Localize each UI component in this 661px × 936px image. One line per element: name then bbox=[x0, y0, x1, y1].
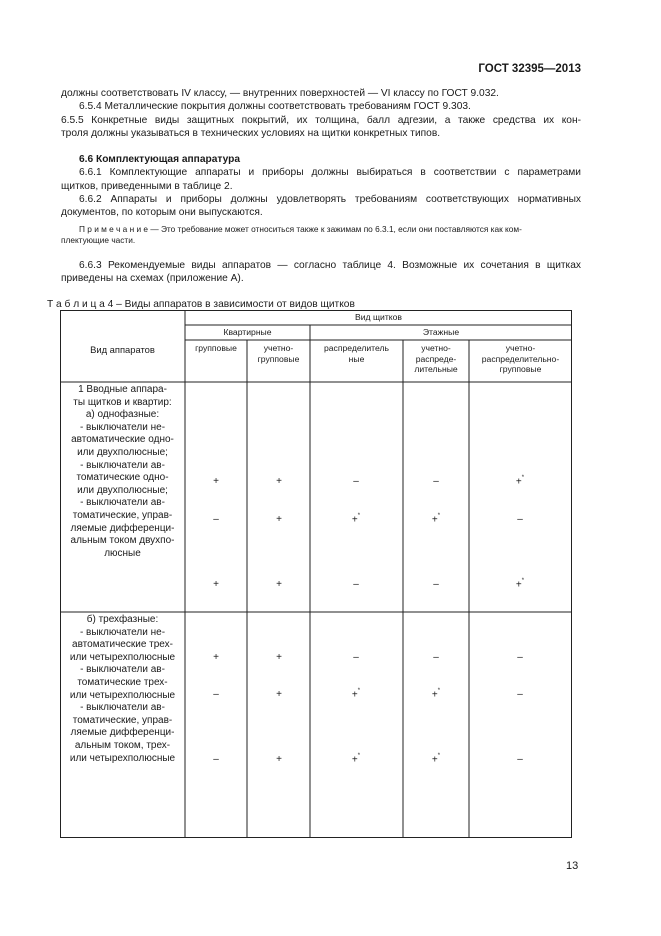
table-cell-mark: – bbox=[433, 476, 439, 487]
row-block-three-phase: б) трехфазные: - выключатели не- автоматические трех- или четырехполюсные - выключатели ав- томатические трех- или четырехполюсные - выключатели ав- томатические, управ- ляемые дифференци- альным током, трех- или четырехполюсные bbox=[69, 614, 176, 764]
table-cell-mark: + bbox=[276, 652, 282, 663]
table-4 bbox=[60, 310, 572, 838]
paragraph-6-6-2-line2: документов, по которым они выпускаются. bbox=[61, 207, 263, 218]
subheader-distribution: распределитель ные bbox=[323, 343, 390, 364]
header-group-apartment: Квартирные bbox=[223, 327, 272, 337]
subheader-metering-group: учетно- групповые bbox=[257, 343, 300, 364]
table-cell-mark: +* bbox=[515, 578, 525, 591]
table-caption: Т а б л и ц а 4 – Виды аппаратов в зависимости от видов щитков bbox=[47, 299, 355, 310]
row-block-single-phase: 1 Вводные аппара- ты щитков и квартир: а) однофазные: - выключатели не- автоматические одно- или двухполюсные; - выключатели ав- томатические одно- или двухполюсные; - выключатели ав- томатические, управ- ляемые дифференци- альным током двухпо- люсные bbox=[70, 384, 175, 559]
table-cell-mark: – bbox=[353, 652, 359, 663]
paragraph-6-5-4: 6.5.4 Металлические покрытия должны соответствовать требованиям ГОСТ 9.303. bbox=[79, 101, 471, 112]
table-cell-mark: +* bbox=[515, 475, 525, 488]
header-apparatus-type: Вид аппаратов bbox=[90, 344, 155, 355]
paragraph-6-6-2-line1: 6.6.2 Аппараты и приборы должны удовлетворять требованиям соответствующих нормативных bbox=[79, 194, 581, 205]
table-cell-mark: +* bbox=[351, 688, 361, 701]
table-cell-mark: + bbox=[213, 579, 219, 590]
table-cell-mark: – bbox=[213, 514, 219, 525]
table-cell-mark: +* bbox=[431, 688, 441, 701]
table-cell-mark: – bbox=[517, 514, 523, 525]
table-cell-mark: – bbox=[517, 689, 523, 700]
table-cell-mark: – bbox=[433, 579, 439, 590]
table-cell-mark: + bbox=[213, 652, 219, 663]
header-group-floor: Этажные bbox=[422, 327, 460, 337]
paragraph-6-6-1-line1: 6.6.1 Комплектующие аппараты и приборы должны выбираться в соответствии с параметрами bbox=[79, 167, 581, 178]
table-cell-mark: – bbox=[517, 652, 523, 663]
page-number: 13 bbox=[566, 860, 579, 872]
table-cell-mark: – bbox=[213, 689, 219, 700]
table-cell-mark: – bbox=[433, 652, 439, 663]
subheader-group: групповые bbox=[195, 343, 237, 353]
table-cell-mark: +* bbox=[351, 753, 361, 766]
table-cell-mark: + bbox=[276, 579, 282, 590]
paragraph-6-6-3-line1: 6.6.3 Рекомендуемые виды аппаратов — согласно таблице 4. Возможные их сочетания в щитках bbox=[79, 260, 581, 271]
note-line1: П р и м е ч а н и е — Это требование может относиться также к зажимам по 6.3.1, если они поставляются как ком- bbox=[79, 224, 522, 234]
paragraph-6-5-5-line1: 6.5.5 Конкретные виды защитных покрытий, их толщина, балл адгезии, а также средства их кон- bbox=[61, 115, 581, 126]
header-panel-type: Вид щитков bbox=[355, 312, 402, 322]
document-number: ГОСТ 32395—2013 bbox=[478, 63, 581, 75]
paragraph-6-6-3-line2: приведены на схемах (приложение А). bbox=[61, 273, 244, 284]
paragraph-6-6-1-line2: щитков, приведенными в таблице 2. bbox=[61, 181, 233, 192]
subheader-metering-distribution: учетно- распреде- лительные bbox=[414, 343, 458, 374]
table-cell-mark: + bbox=[276, 754, 282, 765]
table-cell-mark: + bbox=[213, 476, 219, 487]
table-cell-mark: – bbox=[353, 476, 359, 487]
table-cell-mark: + bbox=[276, 476, 282, 487]
table-cell-mark: + bbox=[276, 689, 282, 700]
note-line2: плектующие части. bbox=[61, 235, 136, 245]
table-cell-mark: – bbox=[353, 579, 359, 590]
table-cell-mark: – bbox=[213, 754, 219, 765]
paragraph-6-5-5-line2: троля должны указываться в технических условиях на щитки конкретных типов. bbox=[61, 128, 441, 139]
table-cell-mark: +* bbox=[351, 513, 361, 526]
subheader-metering-distribution-group: учетно- распределительно- групповые bbox=[481, 343, 560, 374]
paragraph-continuation: должны соответствовать IV классу, — внутренних поверхностей — VI классу по ГОСТ 9.032. bbox=[61, 88, 499, 99]
table-cell-mark: + bbox=[276, 514, 282, 525]
table-cell-mark: +* bbox=[431, 513, 441, 526]
table-cell-mark: +* bbox=[431, 753, 441, 766]
section-heading-6-6: 6.6 Комплектующая аппаратура bbox=[79, 154, 241, 165]
table-cell-mark: – bbox=[517, 754, 523, 765]
